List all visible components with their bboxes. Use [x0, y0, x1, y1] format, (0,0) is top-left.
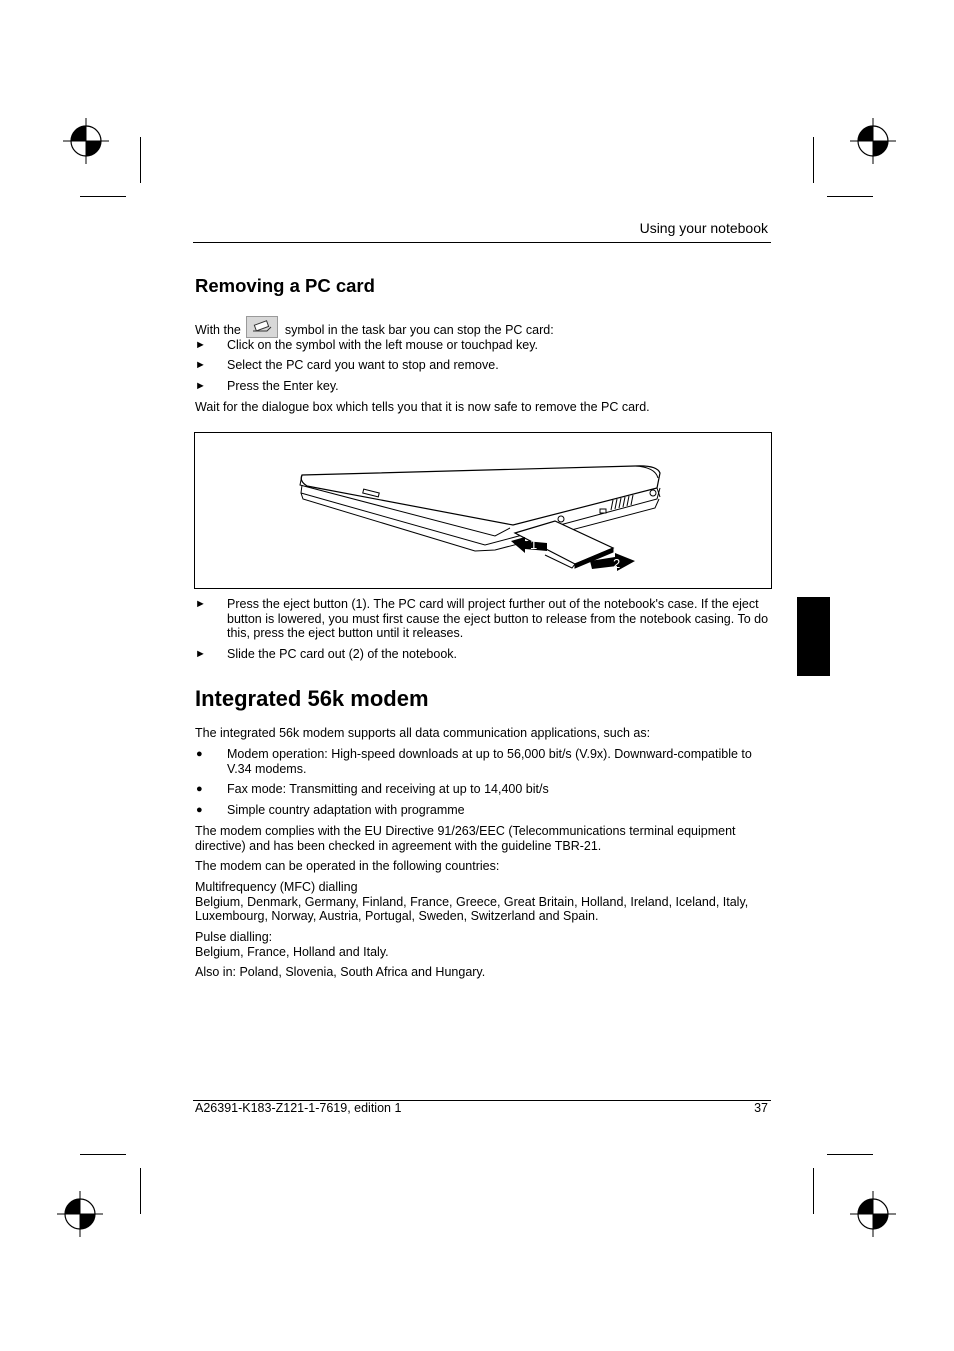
intro-text-before: With the: [195, 323, 241, 337]
crop-line: [140, 137, 141, 183]
crop-line: [813, 137, 814, 183]
registration-mark-bottom-right: [850, 1191, 896, 1237]
running-header: Using your notebook: [639, 220, 768, 236]
pulse-block: [195, 930, 770, 959]
pc-card-icon: [246, 316, 278, 338]
crop-line: [827, 196, 873, 197]
wait-instruction: Wait for the dialogue box which tells you that it is now safe to remove the PC card.: [195, 400, 650, 414]
registration-mark-bottom-left: [57, 1191, 103, 1237]
callout-2: 2: [613, 556, 621, 571]
arrow-marker-icon: ►: [195, 380, 206, 392]
registration-mark-top-right: [850, 118, 896, 164]
feature-text: Simple country adaptation with programme: [227, 803, 465, 817]
chapter-thumb-tab: [797, 597, 830, 676]
also-countries: Also in: Poland, Slovenia, South Africa and Hungary.: [195, 965, 486, 979]
registration-mark-top-left: [63, 118, 109, 164]
step-text: Press the eject button (1). The PC card will project further out of the notebook's case. If the eject button is lowered, you must first cause the eject button to release from the notebook casing. To do this, press the eject button until it releases.: [227, 597, 769, 640]
feature-text: Modem operation: High-speed downloads at up to 56,000 bit/s (V.9x). Downward-compatible to V.34 modems.: [227, 747, 752, 776]
step-text: Slide the PC card out (2) of the notebook.: [227, 647, 457, 661]
pc-card-removal-figure: [194, 432, 772, 589]
arrow-marker-icon: ►: [195, 648, 206, 660]
header-rule: [193, 242, 771, 243]
bullet-icon: ●: [196, 748, 203, 760]
countries-intro: The modem can be operated in the following countries:: [195, 859, 500, 873]
modem-compliance: The modem complies with the EU Directive 91/263/EEC (Telecommunications terminal equipment directive) and has been checked in agreement with the guideline TBR-21.: [195, 824, 736, 853]
pc-card-intro: [195, 316, 770, 338]
mfc-title: Multifrequency (MFC) dialling: [195, 880, 358, 894]
page-number: 37: [754, 1101, 768, 1115]
crop-line: [80, 196, 126, 197]
pulse-countries: Belgium, France, Holland and Italy.: [195, 944, 389, 959]
mfc-countries: Belgium, Denmark, Germany, Finland, France, Greece, Great Britain, Holland, Ireland, Iceland, Italy, Luxembourg, Norway, Austria, Portugal, Sweden, Switzerland and Spain.: [195, 894, 749, 923]
callout-1: 1: [530, 537, 538, 552]
step-text: Press the Enter key.: [227, 379, 339, 393]
crop-line: [827, 1154, 873, 1155]
modem-intro: The integrated 56k modem supports all data communication applications, such as:: [195, 726, 651, 740]
mfc-block: [195, 880, 770, 924]
document-id: A26391-K183-Z121-1-7619, edition 1: [195, 1101, 402, 1115]
step-text: Click on the symbol with the left mouse or touchpad key.: [227, 338, 539, 352]
step-text: Select the PC card you want to stop and remove.: [227, 358, 499, 372]
bullet-icon: ●: [196, 804, 203, 816]
pulse-title: Pulse dialling:: [195, 930, 273, 944]
intro-text-after: symbol in the task bar you can stop the PC card:: [284, 323, 554, 337]
arrow-marker-icon: ►: [195, 359, 206, 371]
feature-text: Fax mode: Transmitting and receiving at up to 14,400 bit/s: [227, 782, 549, 796]
section-heading-modem: Integrated 56k modem: [195, 686, 429, 711]
crop-line: [140, 1168, 141, 1214]
crop-line: [813, 1168, 814, 1214]
arrow-marker-icon: ►: [195, 598, 206, 610]
bullet-icon: ●: [196, 783, 203, 795]
section-heading-pc-card: Removing a PC card: [195, 275, 375, 296]
arrow-marker-icon: ►: [195, 339, 206, 351]
crop-line: [80, 1154, 126, 1155]
notebook-illustration: [195, 433, 771, 588]
